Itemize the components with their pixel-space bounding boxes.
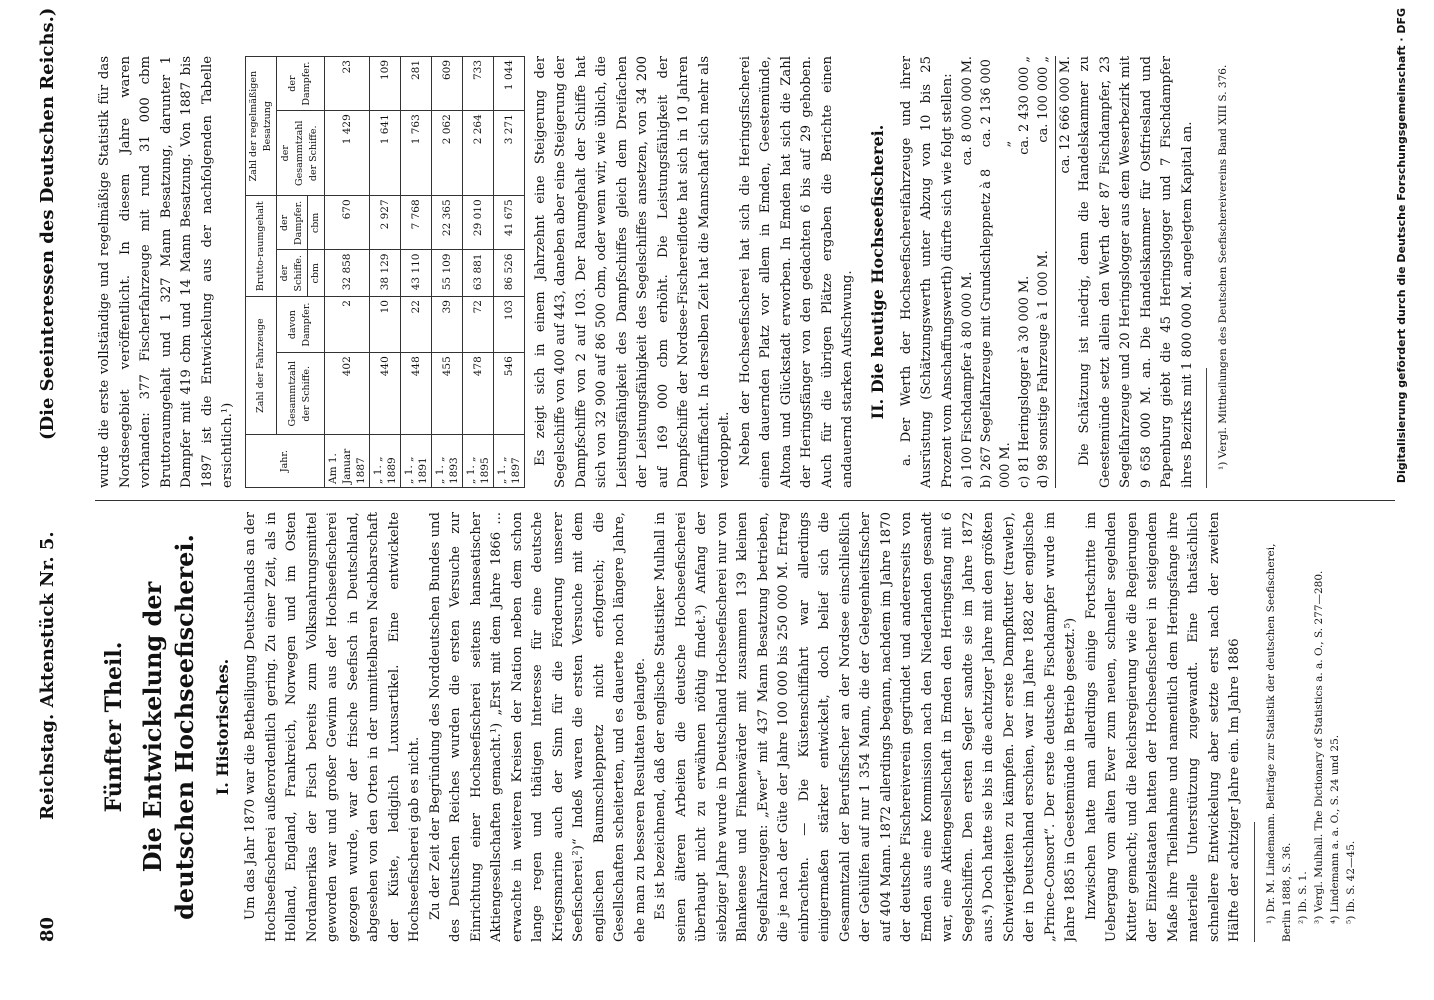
table-header-brutto: Brutto-raumgehalt xyxy=(245,196,276,297)
list-item-label: b) 267 Segelfahrzeuge mit Grundschleppnetz à 8 000 M. xyxy=(979,168,1013,488)
list-total-value: ca. 12 666 000 M. xyxy=(1058,56,1073,174)
list-item-label: c) 81 Heringslogger à 30 000 M. xyxy=(1017,275,1032,488)
table-cell: 41 675 xyxy=(493,196,524,250)
table-cell: 733 xyxy=(462,57,493,111)
table-cell: 103 xyxy=(493,297,524,353)
table-row xyxy=(493,57,524,488)
page-number: 80 xyxy=(37,916,58,942)
table-row xyxy=(324,57,369,488)
paragraph: Neben der Hochseefischerei hat sich die Heringsfischerei einen dauernden Platz vor allem in Emden, Geestemünde, Altona und Glückstadt erworben. In Emden hat sich die Zahl der Heringsfänger von den gedachten 6 bis auf 29 gehoben. Auch für die übrigen Plätze ergaben die Berichte einen andauernd starken Aufschwung. xyxy=(737,56,855,488)
table-unit: cbm xyxy=(307,250,324,297)
table-cell: 7 768 xyxy=(400,196,431,250)
list-item-value: 2 430 000 „ xyxy=(1017,56,1032,132)
paragraph: Um das Jahr 1870 war die Betheiligung Deutschlands an der Hochseefischerei außerordentlich gering. Zu einer Zeit, als in Holland, England, Frankreich, Norwegen und im Osten Nordamerikas der Fisch bereits zum Volksnahrungsmittel geworden war und großer Gewinn aus der Hochseefischerei gezogen wurde, war der frische Seefisch in Deutschland, abgesehen von den Orten in der unmittelbaren Nachbarschaft der Küste, lediglich Luxusartikel. Eine entwickelte Hochseefischerei gab es nicht. xyxy=(243,512,422,942)
table-row xyxy=(369,57,400,488)
table-cell: 1 641 xyxy=(369,111,400,196)
list-item xyxy=(958,56,977,488)
table-cell: 55 109 xyxy=(431,250,462,297)
table-cell: 448 xyxy=(400,353,431,435)
table-cell: 440 xyxy=(369,353,400,435)
table-cell: 38 129 xyxy=(369,250,400,297)
table-cell: „ 1. „ 1891 xyxy=(400,435,431,488)
table-cell: 455 xyxy=(431,353,462,435)
table-cell: 2 xyxy=(324,297,369,353)
header-left: Reichstag. Aktenstück Nr. 5. xyxy=(37,531,58,820)
table-header-dampfer2: der Dampfer. xyxy=(276,196,307,250)
table-cell: 39 xyxy=(431,297,462,353)
table-cell: 1 044 xyxy=(493,57,524,111)
table-cell: 402 xyxy=(324,353,369,435)
list-item xyxy=(1015,56,1034,488)
list-item-ca: ca. xyxy=(960,146,975,166)
table-cell: 63 881 xyxy=(462,250,493,297)
paragraph: wurde die erste vollständige und regelmäßige Statistik für das Nordseegebiet veröffentlicht. In diesem Jahre waren vorhanden: 377 Fischerfahrzeuge mit rund 31 000 cbm Bruttoraumgehalt und 1 327 Mann Besatzung, darunter 1 Dampfer mit 419 cbm und 14 Mann Besatzung. Von 1887 bis 1897 ist die Entwickelung aus der nachfolgenden Tabelle ersichtlich.¹) xyxy=(97,56,235,488)
paragraph: Die Schätzung ist niedrig, denn die Handelskammer zu Geestemünde setzt allein den Werth der 87 Fischdampfer, 23 Segelfahrzeuge und 20 Heringslogger aus dem Weserbezirk mit 9 658 000 M. an. Die Handelskammer für Ostfriesland und Papenburg giebt die 45 Heringslogger und 7 Fischdampfer ihres Bezirks mit 1 800 000 M. angelegtem Kapital an. xyxy=(1077,56,1195,488)
footnote: ¹) Dr. M. Lindemann. Beiträge zur Statistik der deutschen Seefischerei, Berlin 1888, S. 36. xyxy=(1264,543,1293,942)
table-cell: 2 264 xyxy=(462,111,493,196)
table-cell: 546 xyxy=(493,353,524,435)
table-header-schiffe: der Schiffe. xyxy=(276,250,307,297)
table-cell: 2 927 xyxy=(369,196,400,250)
list-item-label: a) 100 Fischdampfer à 80 000 M. xyxy=(960,271,975,488)
table-cell: 3 271 xyxy=(493,111,524,196)
table-row xyxy=(431,57,462,488)
footnote-rule xyxy=(1254,822,1255,942)
chapter-title: Die Entwickelung der deutschen Hochseefischerei. xyxy=(138,534,199,920)
paragraph: Es zeigt sich in einem Jahrzehnt eine Steigerung der Segelschiffe von 400 auf 443, daneben aber eine Steigerung der Dampfschiffe von 2 auf 103. Der Raumgehalt der Schiffe hat sich von 32 900 auf 86 500 cbm, oder wenn wir, wie üblich, die Leistungsfähigkeit des Dampfschiffes gleich dem Dreifachen der Leistungsfähigkeit des Segelschiffes ansetzen, von 34 200 auf 169 000 cbm erhöht. Die Leistungsfähigkeit der Dampfschiffe der Nordsee-Fischereiflotte hat sich in 10 Jahren verfünffacht. In derselben Zeit hat die Mannschaft sich mehr als verdoppelt. xyxy=(532,56,732,488)
table-cell: 609 xyxy=(431,57,462,111)
table-cell: 22 xyxy=(400,297,431,353)
table-cell: 86 526 xyxy=(493,250,524,297)
table-cell: 1 763 xyxy=(400,111,431,196)
left-column xyxy=(95,512,1405,942)
table-cell: 29 010 xyxy=(462,196,493,250)
table-cell: 1 429 xyxy=(324,111,369,196)
paragraph: Inzwischen hatte man allerdings einige Fortschritte im Uebergang vom alten Ewer zum neuen, schneller segelnden Kutter gemacht; und die Reichsregierung wie die Regierungen der Einzelstaaten hatten der Hochseefischerei in steigendem Maße ihre Theilnahme und namentlich dem Heringsfange ihre materielle Unterstützung zugewandt. Eine thatsächlich schnellere Entwickelung aber setzte erst nach der zweiten Hälfte der achtziger Jahre ein. Im Jahre 1886 xyxy=(1083,512,1242,942)
table-cell: 281 xyxy=(400,57,431,111)
table-cell: 72 xyxy=(462,297,493,353)
footnote: ³) Vergl. Mulhall. The Dictionary of Statistics a. a. O., S. 277—280. xyxy=(1312,570,1325,924)
section-title: II. Die heutige Hochseefischerei. xyxy=(867,124,887,420)
table-cell: „ 1. „ 1893 xyxy=(431,435,462,488)
header-right: (Die Seeinteressen des Deutschen Reichs.) xyxy=(37,7,58,440)
table-cell: „ 1. „ 1895 xyxy=(462,435,493,488)
value-list xyxy=(958,56,1075,488)
list-item-value: 100 000 „ xyxy=(1036,56,1051,120)
list-item-value: 8 000 000 M. xyxy=(960,56,975,143)
dfg-stamp: Digitalisierung gefördert durch die Deutsche Forschungsgemeinschaft · DFG xyxy=(1395,8,1408,484)
page-header xyxy=(0,0,85,1000)
paragraph: Zu der Zeit der Begründung des Norddeutschen Bundes und des Deutschen Reiches wurden die ersten Versuche zur Einrichtung einer Hochseefischerei seitens hanseatischer Aktiengesellschaften gemacht.¹) „Erst mit dem Jahre 1866 ... erwachte in weiteren Kreisen der Nation neben dem schon lange regen und thätigen Interesse für eine deutsche Kriegsmarine auch der Sinn für die Förderung unserer Seefischerei.²)“ Indeß waren die ersten Versuche mit dem englischen Baumschleppnetz nicht erfolgreich; die Gesellschaften scheiterten, und es dauerte noch längere Jahre, ehe man zu besseren Resultaten gelangte. xyxy=(427,512,648,942)
list-item-label: d) 98 sonstige Fahrzeuge à 1 000 M. xyxy=(1036,250,1051,488)
statistics-table xyxy=(245,56,525,488)
footnote-rule xyxy=(1206,368,1207,488)
table-header-besatzung: Zahl der regelmäßigen Besatzung xyxy=(245,57,276,196)
list-total xyxy=(1055,56,1075,488)
list-item-ca: ca. xyxy=(979,128,994,148)
table-cell: „ 1. „ 1897 xyxy=(493,435,524,488)
table-cell: 109 xyxy=(369,57,400,111)
footnote: ⁴) Lindemann a. a. O., S. 24 und 25. xyxy=(1328,734,1341,924)
footnote: ¹) Vergl. Mittheilungen des Deutschen Seefischereivereins Band XIII S. 376. xyxy=(1217,64,1229,470)
table-header-bes-dampfer: der Dampfer. xyxy=(276,57,324,111)
table-cell: 10 xyxy=(369,297,400,353)
table-cell: 670 xyxy=(324,196,369,250)
table-header-fahrzeuge: Zahl der Fahrzeuge xyxy=(245,297,276,435)
table-cell: 22 365 xyxy=(431,196,462,250)
list-item-ca: ca. xyxy=(1017,135,1032,155)
table-header-gesammt: Gesammtzahl der Schiffe. xyxy=(276,353,324,435)
table-header-bes-schiffe: der Gesammtzahl der Schiffe. xyxy=(276,111,324,196)
part-title: Fünfter Theil. xyxy=(101,641,127,813)
right-column xyxy=(95,56,1405,488)
table-cell: „ 1. „ 1889 xyxy=(369,435,400,488)
table-row xyxy=(400,57,431,488)
table-cell: 23 xyxy=(324,57,369,111)
table-cell: 43 110 xyxy=(400,250,431,297)
table-cell: 478 xyxy=(462,353,493,435)
section-title: I. Historisches. xyxy=(213,658,232,796)
list-item xyxy=(977,56,1015,488)
list-item xyxy=(1034,56,1053,488)
list-item-ca: ca. xyxy=(1036,123,1051,143)
table-header-dampfer: davon Dampfer. xyxy=(276,297,324,353)
table-header-jahr: Jahr. xyxy=(245,435,324,488)
table-row xyxy=(462,57,493,488)
table-cell: 32 858 xyxy=(324,250,369,297)
list-item-value: 2 136 000 „ xyxy=(979,59,1013,148)
table-cell: Am 1. Januar 1887 xyxy=(324,435,369,488)
paragraph: Es ist bezeichnend, daß der englische Statistiker Mulhall in seinen älteren Arbeiten die deutsche Hochseefischerei überhaupt nicht zu erwähnen nöthig findet.³) Anfang der siebziger Jahre wurde in Deutschland Hochseefischerei nur von Blankenese und Finkenwärder mit zusammen 139 kleinen Segelfahrzeugen: „Ewer“ mit 437 Mann Besatzung betrieben, die je nach der Güte der Jahre 100 000 bis 250 000 M. Ertrag einbrachten. — Die Küstenschiffahrt war allerdings einigermaßen stärker entwickelt, doch belief sich die Gesammtzahl der Berufsfischer an der Nordsee einschließlich der Gehülfen auf nur 1 354 Mann, die der Gelegenheitsfischer auf 404 Mann. 1872 allerdings begann, nachdem im Jahre 1870 der deutsche Fischereiverein gegründet und andererseits von Emden aus eine Kommission nach den Niederlanden gesandt war, eine Aktiengesellschaft in Emden den Heringsfang mit 6 Segelschiffen. Den ersten Segler sandte sie im Jahre 1872 aus.⁴) Doch hatte sie bis in die achtziger Jahre mit den größten Schwierigkeiten zu kämpfen. Der erste Dampfkutter (trawler), der in Deutschland erschien, war im Jahre 1882 der englische „Prince-Consort“. Der erste deutsche Fischdampfer wurde im Jahre 1885 in Geestemünde in Betrieb gesetzt.⁵) xyxy=(653,512,1078,942)
footnote: ²) Ib. S. 1. xyxy=(1296,871,1309,924)
table-cell: 2 062 xyxy=(431,111,462,196)
table-unit: cbm xyxy=(307,196,324,250)
footnote: ⁵) Ib. S. 42—45. xyxy=(1344,840,1357,924)
paragraph: a. Der Werth der Hochseefischereifahrzeuge und ihrer Ausrüstung (Schätzungswerth unter Abzug von 10 bis 25 Prozent vom Anschaffungswerth) dürfte sich wie folgt stellen: xyxy=(898,56,955,488)
column-divider xyxy=(95,500,1395,501)
